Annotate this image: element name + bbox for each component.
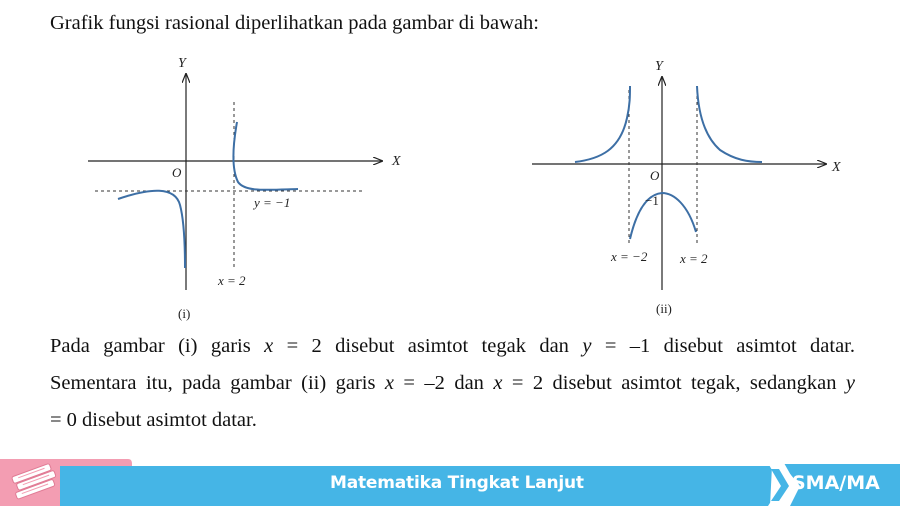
y-intercept-label: −1 xyxy=(645,193,659,208)
figure-caption: (ii) xyxy=(656,301,672,316)
x-axis-label: X xyxy=(392,154,401,169)
intro-text: Grafik fungsi rasional diperlihatkan pada gambar di bawah: xyxy=(50,12,539,34)
paragraph-line-2: Sementara itu, pada gambar (ii) garis x = –2 dan x = 2 disebut asimtot tegak, sedangkan y xyxy=(50,372,855,394)
y-axis-label: Y xyxy=(655,59,663,74)
paragraph-line-3: = 0 disebut asimtot datar. xyxy=(50,409,257,431)
curve-right-branch xyxy=(697,86,762,162)
right-asymptote-label: x = 2 xyxy=(680,251,708,266)
curve-left-branch xyxy=(575,86,630,162)
origin-label: O xyxy=(172,165,182,180)
vertical-asymptote-label: x = 2 xyxy=(218,273,246,288)
curve-middle-branch xyxy=(630,193,696,239)
paragraph-line-1: Pada gambar (i) garis x = 2 disebut asimtot tegak dan y = –1 disebut asimtot datar. xyxy=(50,335,855,357)
horizontal-asymptote-label: y = −1 xyxy=(254,195,291,210)
explanation-paragraph xyxy=(50,328,855,439)
x-axis-label: X xyxy=(832,160,841,175)
origin-label: O xyxy=(650,168,660,183)
figure-caption: (i) xyxy=(178,306,191,321)
footer-title: Matematika Tingkat Lanjut xyxy=(330,473,584,493)
left-asymptote-label: x = −2 xyxy=(611,249,648,264)
footer-level: SMA/MA xyxy=(792,472,880,494)
y-axis-label: Y xyxy=(178,56,186,71)
